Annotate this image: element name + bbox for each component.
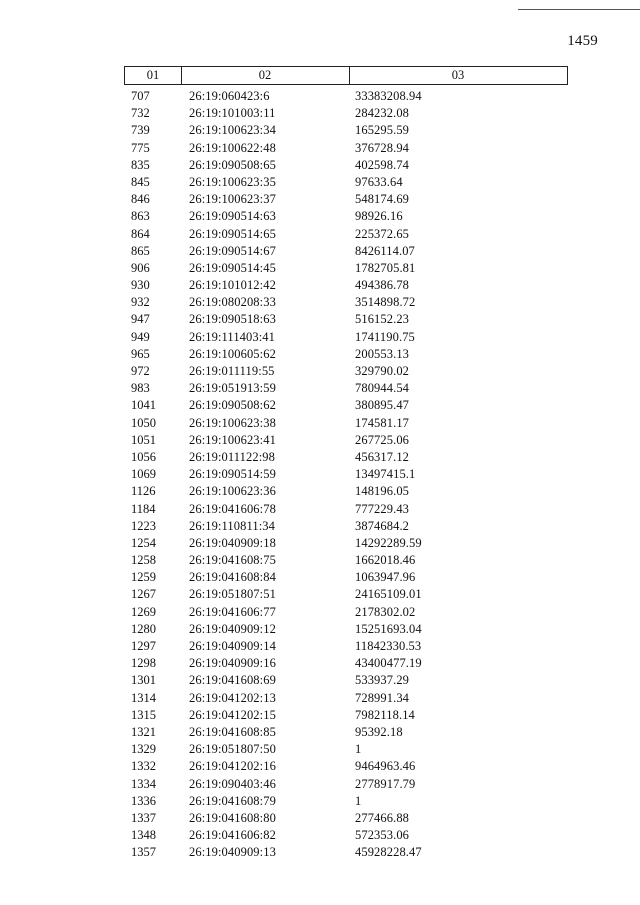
value-cell: 277466.88 [355, 810, 410, 825]
cadastral-number-cell: 26:19:090514:45 [189, 260, 276, 275]
table-row [124, 655, 568, 672]
cadastral-number-cell: 26:19:101003:11 [189, 106, 276, 121]
value-cell: 1063947.96 [355, 570, 416, 585]
value-cell: 43400477.19 [355, 656, 422, 671]
value-cell: 165295.59 [355, 123, 410, 138]
table-row [124, 140, 568, 157]
cadastral-number-cell: 26:19:041202:13 [189, 690, 276, 705]
row-number-cell: 863 [131, 209, 150, 224]
row-number-cell: 1314 [131, 690, 156, 705]
table-row [124, 810, 568, 827]
table-row [124, 397, 568, 414]
row-number-cell: 1280 [131, 621, 156, 636]
cadastral-number-cell: 26:19:100623:38 [189, 415, 276, 430]
cadastral-number-cell: 26:19:040909:13 [189, 845, 276, 860]
cadastral-number-cell: 26:19:100623:41 [189, 432, 276, 447]
table-row [124, 501, 568, 518]
cadastral-number-cell: 26:19:100623:35 [189, 174, 276, 189]
table-row [124, 827, 568, 844]
cadastral-number-cell: 26:19:041608:80 [189, 810, 276, 825]
cadastral-number-cell: 26:19:040909:12 [189, 621, 276, 636]
value-cell: 1662018.46 [355, 553, 416, 568]
cadastral-number-cell: 26:19:090514:59 [189, 467, 276, 482]
table-row [124, 586, 568, 603]
cadastral-number-cell: 26:19:041608:79 [189, 793, 276, 808]
value-cell: 456317.12 [355, 449, 410, 464]
row-number-cell: 1056 [131, 449, 156, 464]
cadastral-number-cell: 26:19:041202:15 [189, 707, 276, 722]
value-cell: 7982118.14 [355, 707, 415, 722]
value-cell: 97633.64 [355, 174, 403, 189]
page-number: 1459 [567, 33, 598, 49]
value-cell: 2778917.79 [355, 776, 416, 791]
value-cell: 14292289.59 [355, 535, 422, 550]
value-cell: 225372.65 [355, 226, 410, 241]
row-number-cell: 739 [131, 123, 150, 138]
table-row [124, 776, 568, 793]
row-number-cell: 865 [131, 243, 150, 258]
row-number-cell: 932 [131, 295, 150, 310]
cadastral-number-cell: 26:19:051807:50 [189, 742, 276, 757]
table-row [124, 518, 568, 535]
table-row [124, 466, 568, 483]
table-row [124, 672, 568, 689]
row-number-cell: 965 [131, 346, 150, 361]
table-row [124, 415, 568, 432]
row-number-cell: 1297 [131, 639, 156, 653]
value-cell: 728991.34 [355, 690, 410, 705]
cadastral-number-cell: 26:19:040909:18 [189, 535, 276, 550]
value-cell: 8426114.07 [355, 243, 415, 258]
cadastral-number-cell: 26:19:011119:55 [189, 364, 275, 378]
value-cell: 267725.06 [355, 432, 410, 447]
row-number-cell: 845 [131, 174, 150, 189]
row-number-cell: 732 [131, 106, 150, 121]
table-row [124, 329, 568, 346]
row-number-cell: 1223 [131, 518, 156, 533]
row-number-cell: 1051 [131, 432, 156, 447]
row-number-cell: 775 [131, 140, 150, 155]
table-row [124, 741, 568, 758]
value-cell: 11842330.53 [355, 639, 422, 653]
value-cell: 24165109.01 [355, 587, 422, 602]
row-number-cell: 1301 [131, 673, 156, 688]
value-cell: 3514898.72 [355, 295, 416, 310]
table-row [124, 88, 568, 105]
cadastral-number-cell: 26:19:040909:14 [189, 639, 276, 653]
cadastral-number-cell: 26:19:110811:34 [189, 518, 275, 533]
row-number-cell: 1298 [131, 656, 156, 671]
value-cell: 2178302.02 [355, 604, 416, 619]
row-number-cell: 1184 [131, 501, 156, 516]
value-cell: 95392.18 [355, 724, 403, 739]
table-row [124, 105, 568, 122]
value-cell: 572353.06 [355, 828, 410, 843]
table-row [124, 535, 568, 552]
cadastral-number-cell: 26:19:041606:78 [189, 501, 276, 516]
table-row [124, 122, 568, 139]
table-row [124, 707, 568, 724]
cadastral-number-cell: 26:19:090518:63 [189, 312, 276, 327]
value-cell: 1 [355, 793, 362, 808]
cadastral-number-cell: 26:19:041608:69 [189, 673, 276, 688]
row-number-cell: 1336 [131, 793, 156, 808]
table-row [124, 569, 568, 586]
cadastral-number-cell: 26:19:090514:63 [189, 209, 276, 224]
cadastral-number-cell: 26:19:090514:65 [189, 226, 276, 241]
cadastral-number-cell: 26:19:111403:41 [189, 329, 275, 344]
table-row [124, 191, 568, 208]
row-number-cell: 1337 [131, 810, 156, 825]
row-number-cell: 1258 [131, 553, 156, 568]
value-cell: 200553.13 [355, 346, 410, 361]
cadastral-number-cell: 26:19:100623:37 [189, 192, 276, 207]
row-number-cell: 864 [131, 226, 150, 241]
value-cell: 1782705.81 [355, 260, 416, 275]
header-col-03: 03 [451, 68, 465, 82]
top-rule [518, 9, 640, 10]
row-number-cell: 1334 [131, 776, 156, 791]
table-row [124, 483, 568, 500]
table-row [124, 277, 568, 294]
table-row [124, 449, 568, 466]
table-row [124, 604, 568, 621]
row-number-cell: 1126 [131, 484, 156, 499]
cadastral-number-cell: 26:19:101012:42 [189, 278, 276, 293]
value-cell: 33383208.94 [355, 89, 422, 103]
row-number-cell: 1329 [131, 742, 156, 757]
table-header [124, 66, 568, 85]
value-cell: 516152.23 [355, 312, 410, 327]
row-number-cell: 1259 [131, 570, 156, 585]
cadastral-number-cell: 26:19:041606:82 [189, 828, 276, 843]
table-row [124, 243, 568, 260]
row-number-cell: 1269 [131, 604, 156, 619]
cadastral-number-cell: 26:19:011122:98 [189, 449, 275, 464]
table-row [124, 311, 568, 328]
row-number-cell: 707 [131, 89, 150, 103]
cadastral-number-cell: 26:19:100623:34 [189, 123, 276, 138]
row-number-cell: 1321 [131, 724, 156, 739]
table-row [124, 174, 568, 191]
row-number-cell: 983 [131, 381, 150, 396]
row-number-cell: 1254 [131, 535, 156, 550]
cadastral-number-cell: 26:19:051807:51 [189, 587, 276, 602]
row-number-cell: 846 [131, 192, 150, 207]
cadastral-number-cell: 26:19:041608:75 [189, 553, 276, 568]
cadastral-number-cell: 26:19:090508:65 [189, 157, 276, 172]
value-cell: 494386.78 [355, 278, 410, 293]
table-row [124, 260, 568, 277]
header-col-02: 02 [181, 67, 350, 84]
table-row [124, 844, 568, 861]
cadastral-number-cell: 26:19:060423:6 [189, 89, 270, 103]
table-row [124, 363, 568, 380]
row-number-cell: 906 [131, 260, 150, 275]
value-cell: 174581.17 [355, 415, 410, 430]
table-body [124, 88, 568, 861]
table-row [124, 690, 568, 707]
header-col-01: 01 [125, 67, 182, 84]
value-cell: 15251693.04 [355, 621, 422, 636]
cadastral-number-cell: 26:19:090508:62 [189, 398, 276, 413]
table-row [124, 226, 568, 243]
value-cell: 548174.69 [355, 192, 410, 207]
row-number-cell: 1069 [131, 467, 156, 482]
table-row [124, 758, 568, 775]
table-row [124, 294, 568, 311]
row-number-cell: 949 [131, 329, 150, 344]
value-cell: 380895.47 [355, 398, 410, 413]
value-cell: 329790.02 [355, 364, 410, 378]
cadastral-number-cell: 26:19:090403:46 [189, 776, 276, 791]
value-cell: 98926.16 [355, 209, 403, 224]
row-number-cell: 947 [131, 312, 150, 327]
row-number-cell: 1332 [131, 759, 156, 774]
table-row [124, 208, 568, 225]
table-row [124, 346, 568, 363]
table-row [124, 793, 568, 810]
cadastral-number-cell: 26:19:041606:77 [189, 604, 276, 619]
value-cell: 533937.29 [355, 673, 410, 688]
cadastral-number-cell: 26:19:090514:67 [189, 243, 276, 258]
row-number-cell: 1348 [131, 828, 156, 843]
value-cell: 777229.43 [355, 501, 410, 516]
cadastral-number-cell: 26:19:051913:59 [189, 381, 276, 396]
row-number-cell: 1267 [131, 587, 156, 602]
row-number-cell: 1050 [131, 415, 156, 430]
cadastral-number-cell: 26:19:100622:48 [189, 140, 276, 155]
value-cell: 284232.08 [355, 106, 410, 121]
cadastral-number-cell: 26:19:041202:16 [189, 759, 276, 774]
table-row [124, 638, 568, 655]
value-cell: 376728.94 [355, 140, 410, 155]
cadastral-number-cell: 26:19:041608:84 [189, 570, 276, 585]
row-number-cell: 1315 [131, 707, 156, 722]
cadastral-number-cell: 26:19:100605:62 [189, 346, 276, 361]
table-row [124, 432, 568, 449]
value-cell: 9464963.46 [355, 759, 416, 774]
value-cell: 1741190.75 [355, 329, 415, 344]
value-cell: 3874684.2 [355, 518, 410, 533]
value-cell: 1 [355, 742, 362, 757]
table-row [124, 552, 568, 569]
value-cell: 148196.05 [355, 484, 410, 499]
row-number-cell: 1041 [131, 398, 156, 413]
value-cell: 45928228.47 [355, 845, 422, 860]
cadastral-number-cell: 26:19:080208:33 [189, 295, 276, 310]
row-number-cell: 835 [131, 157, 150, 172]
cadastral-number-cell: 26:19:100623:36 [189, 484, 276, 499]
table-row [124, 724, 568, 741]
table-row [124, 380, 568, 397]
table-row [124, 157, 568, 174]
value-cell: 402598.74 [355, 157, 410, 172]
row-number-cell: 1357 [131, 845, 156, 860]
table-row [124, 621, 568, 638]
cadastral-number-cell: 26:19:041608:85 [189, 724, 276, 739]
row-number-cell: 930 [131, 278, 150, 293]
cadastral-number-cell: 26:19:040909:16 [189, 656, 276, 671]
value-cell: 13497415.1 [355, 467, 416, 482]
value-cell: 780944.54 [355, 381, 410, 396]
row-number-cell: 972 [131, 364, 150, 378]
